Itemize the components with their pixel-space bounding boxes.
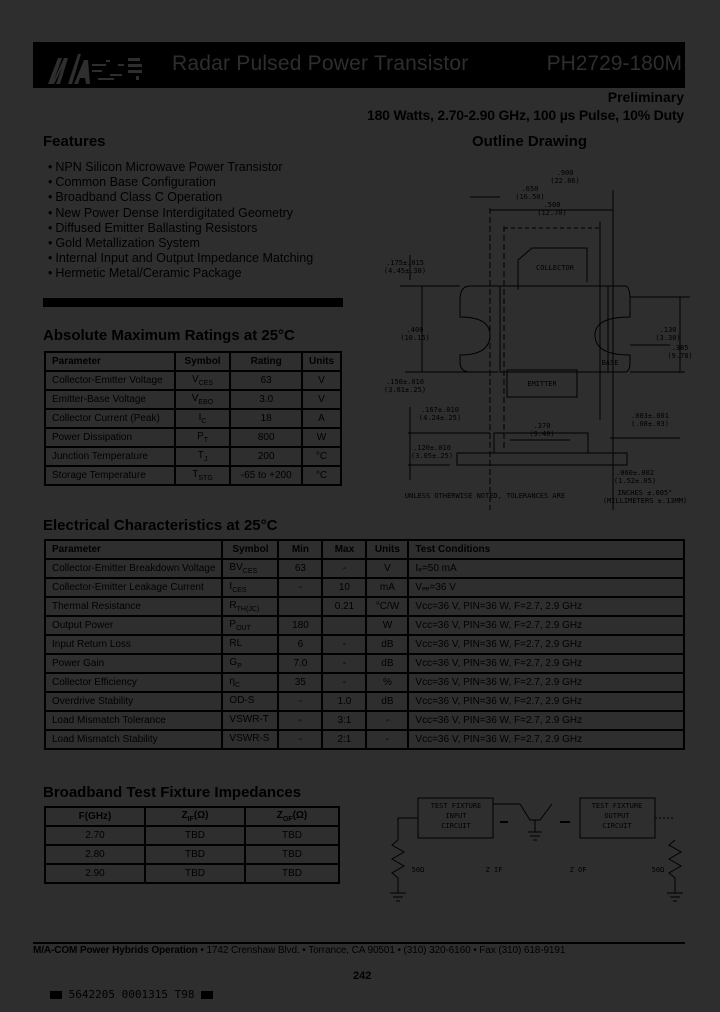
document-title: Radar Pulsed Power Transistor [172,52,469,75]
electrical-table [44,539,685,750]
dim-900: .900 [556,169,574,177]
cell-parameter: Collector-Emitter Breakdown Voltage [45,559,222,578]
cell-symbol: VSWR-S [222,730,278,749]
cell-frequency: 2.80 [45,845,145,864]
barcode-row [50,988,213,1001]
cell-max: 3:1 [322,711,366,730]
base-label: BASE [601,359,619,367]
table-row [45,616,684,635]
cell-conditions: Vcc=36 V, PIN=36 W, F=2.7, 2.9 GHz [408,711,684,730]
cell-min: 63 [278,559,322,578]
cell-min: - [278,730,322,749]
cell-max [322,616,366,635]
dim-650: .650 [521,185,539,193]
cell-parameter: Collector-Emitter Leakage Current [45,578,222,597]
part-number: PH2729-180M [546,52,682,75]
input-box-line2: INPUT [445,812,467,820]
cell-symbol: $I_{CES}$ [222,578,278,597]
col-max: Max [322,540,366,559]
cell-parameter: Emitter-Base Voltage [45,390,175,409]
dim-385-mm: (9.78) [667,352,693,360]
cell-parameter: Load Mismatch Stability [45,730,222,749]
dim-175-mm: (4.45±.38) [383,267,427,275]
zif-label: Z IF [485,866,503,874]
cell-zof: TBD [245,845,339,864]
abs-max-table [44,351,342,486]
dim-370: .370 [533,422,551,430]
cell-symbol: $\eta_C$ [222,673,278,692]
cell-conditions: Vcc=36 V, PIN=36 W, F=2.7, 2.9 GHz [408,730,684,749]
feature-item: • Gold Metallization System [48,236,313,251]
status-label: Preliminary [607,89,684,105]
cell-zof: TBD [245,826,339,845]
feature-item: • New Power Dense Interdigitated Geometry [48,206,313,221]
feature-item: • Internal Input and Output Impedance Matching [48,251,313,266]
cell-units: % [366,673,408,692]
cell-max: - [322,673,366,692]
cell-parameter: Overdrive Stability [45,692,222,711]
table-header-row [45,352,341,371]
cell-units: dB [366,635,408,654]
cell-zif: TBD [145,864,245,883]
input-box-line3: CIRCUIT [441,822,471,830]
test-fixture-circuit [380,790,700,910]
footer-address [33,945,565,956]
table-row [45,692,684,711]
broadband-table [44,806,340,884]
table-row [45,390,341,409]
features-heading: Features [43,133,106,150]
dim-130-mm: (3.30) [655,334,681,342]
broadband-heading: Broadband Test Fixture Impedances [43,784,302,801]
col-units: Units [302,352,341,371]
page-number: 242 [353,970,372,982]
cell-min: - [278,711,322,730]
cell-units: - [366,730,408,749]
cell-rating: 800 [230,428,302,447]
table-row [45,578,684,597]
cell-units: - [366,711,408,730]
feature-item: • Broadband Class C Operation [48,190,313,205]
cell-conditions: Vcc=36 V, PIN=36 W, F=2.7, 2.9 GHz [408,673,684,692]
dim-167-mm: (4.24±.25) [418,414,462,422]
cell-parameter: Power Gain [45,654,222,673]
cell-parameter: Output Power [45,616,222,635]
cell-rating: 3.0 [230,390,302,409]
cell-units: V [302,390,341,409]
cell-parameter: Input Return Loss [45,635,222,654]
table-row [45,654,684,673]
cell-symbol: OD-S [222,692,278,711]
output-box-line2: OUTPUT [604,812,630,820]
collector-label: COLLECTOR [536,264,574,272]
cell-min [278,597,322,616]
cell-parameter: Storage Temperature [45,466,175,485]
cell-symbol: $R_{TH(JC)}$ [222,597,278,616]
zof-label: Z OF [569,866,587,874]
input-box-line1: TEST FIXTURE [430,802,482,810]
col-min: Min [278,540,322,559]
cell-conditions: Vcc=36 V, PIN=36 W, F=2.7, 2.9 GHz [408,616,684,635]
feature-item: • NPN Silicon Microwave Power Transistor [48,160,313,175]
barcode-text: 5642205 0001315 T98 [68,988,195,1001]
cell-units: dB [366,654,408,673]
table-row [45,428,341,447]
cell-max: 0.21 [322,597,366,616]
table-row [45,447,341,466]
table-row [45,597,684,616]
cell-symbol: $T_{STG}$ [175,466,231,485]
cell-symbol: $P_T$ [175,428,231,447]
electrical-heading: Electrical Characteristics at 25°C [43,517,278,534]
cell-max: 10 [322,578,366,597]
cell-symbol: $P_{OUT}$ [222,616,278,635]
cell-min: 180 [278,616,322,635]
cell-min: 35 [278,673,322,692]
outline-heading: Outline Drawing [472,133,588,150]
cell-max: - [322,559,366,578]
cell-frequency: 2.70 [45,826,145,845]
table-header-row [45,540,684,559]
cell-symbol: $V_{EBO}$ [175,390,231,409]
feature-item: • Diffused Emitter Ballasting Resistors [48,221,313,236]
col-zif: $Z_{IF}(\Omega)$ [145,807,245,826]
cell-conditions: Vcc=36 V, PIN=36 W, F=2.7, 2.9 GHz [408,692,684,711]
dim-500-mm: (12.70) [537,209,567,217]
cell-frequency: 2.90 [45,864,145,883]
cell-symbol: $T_J$ [175,447,231,466]
dim-167: .167±.010 [421,406,459,414]
feature-item: • Hermetic Metal/Ceramic Package [48,266,313,281]
cell-units: V [366,559,408,578]
tolerance-note: UNLESS OTHERWISE NOTED, TOLERANCES ARE [404,492,566,500]
cell-symbol: $BV_{CES}$ [222,559,278,578]
table-row [45,673,684,692]
dim-003: .003±.001 [631,412,669,420]
cell-min: - [278,692,322,711]
col-symbol: Symbol [175,352,231,371]
col-units: Units [366,540,408,559]
cell-max: 2:1 [322,730,366,749]
cell-conditions: Vcc=36 V, PIN=36 W, F=2.7, 2.9 GHz [408,654,684,673]
footer-company: M/A-COM Power Hybrids Operation [33,945,198,956]
dim-370-mm: (9.40) [529,430,555,438]
table-row [45,730,684,749]
cell-symbol: VSWR-T [222,711,278,730]
cell-parameter: Collector Current (Peak) [45,409,175,428]
table-header-row [45,807,339,826]
dim-175: .175±.015 [386,259,424,267]
cell-zif: TBD [145,845,245,864]
col-parameter: Parameter [45,352,175,371]
section-divider [43,298,343,307]
barcode-block-icon [201,991,213,999]
cell-rating: -65 to +200 [230,466,302,485]
output-box-line3: CIRCUIT [602,822,632,830]
dim-120: .120±.010 [413,444,451,452]
tolerance-mm: (MILLIMETERS ±.13MM) [602,497,688,505]
macom-logo-icon [44,50,164,86]
cell-conditions: Iₑ=50 mA [408,559,684,578]
cell-min: 6 [278,635,322,654]
cell-rating: 200 [230,447,302,466]
table-row [45,711,684,730]
cell-units: °C [302,466,341,485]
dim-900-mm: (22.86) [550,177,580,185]
col-parameter: Parameter [45,540,222,559]
cell-conditions: Vcc=36 V, PIN=36 W, F=2.7, 2.9 GHz [408,597,684,616]
footer-contact: • 1742 Crenshaw Blvd. • Torrance, CA 90501 • (310) 320-6160 • Fax (310) 618-9191 [200,945,566,956]
footer-rule [33,942,685,944]
cell-units: mA [366,578,408,597]
table-row [45,559,684,578]
dim-400-mm: (10.16) [400,334,430,342]
dim-130: .130 [659,326,677,334]
cell-parameter: Collector Efficiency [45,673,222,692]
dim-060: .060±.002 [616,469,654,477]
cell-max: - [322,654,366,673]
table-row [45,864,339,883]
dim-650-mm: (16.50) [515,193,545,201]
outline-drawing [380,150,700,510]
cell-units: °C [302,447,341,466]
cell-parameter: Collector-Emitter Voltage [45,371,175,390]
dim-400: .400 [406,326,424,334]
cell-min: - [278,578,322,597]
cell-units: V [302,371,341,390]
cell-units: W [302,428,341,447]
table-row [45,826,339,845]
cell-units: A [302,409,341,428]
dim-385: .385 [671,344,689,352]
abs-max-heading: Absolute Maximum Ratings at 25°C [43,327,295,344]
features-list [48,160,313,282]
col-zof: $Z_{OF}(\Omega)$ [245,807,339,826]
feature-item: • Common Base Configuration [48,175,313,190]
barcode-block-icon [50,991,62,999]
cell-units: °C/W [366,597,408,616]
col-symbol: Symbol [222,540,278,559]
cell-rating: 18 [230,409,302,428]
cell-parameter: Load Mismatch Tolerance [45,711,222,730]
cell-max: - [322,635,366,654]
table-row [45,466,341,485]
dim-500: .500 [543,201,561,209]
subtitle: 180 Watts, 2.70-2.90 GHz, 100 µs Pulse, 10% Duty [367,107,684,123]
dim-003-mm: (.08±.03) [631,420,669,428]
cell-min: 7.0 [278,654,322,673]
dim-120-mm: (3.05±.25) [410,452,454,460]
table-row [45,845,339,864]
cell-zif: TBD [145,826,245,845]
r-out-label: 50Ω [651,866,665,874]
cell-max: 1.0 [322,692,366,711]
table-row [45,635,684,654]
cell-zof: TBD [245,864,339,883]
cell-symbol: $I_C$ [175,409,231,428]
col-test-conditions: Test Conditions [408,540,684,559]
cell-parameter: Thermal Resistance [45,597,222,616]
output-box-line1: TEST FIXTURE [591,802,643,810]
r-in-label: 50Ω [411,866,425,874]
table-row [45,371,341,390]
cell-units: W [366,616,408,635]
cell-symbol: $V_{CES}$ [175,371,231,390]
col-frequency: F(GHz) [45,807,145,826]
dim-150-mm: (3.81±.25) [383,386,427,394]
emitter-label: EMITTER [527,380,557,388]
cell-units: dB [366,692,408,711]
cell-parameter: Junction Temperature [45,447,175,466]
cell-symbol: RL [222,635,278,654]
cell-parameter: Power Dissipation [45,428,175,447]
cell-conditions: Vcc=36 V, PIN=36 W, F=2.7, 2.9 GHz [408,635,684,654]
dim-060-mm: (1.52±.05) [613,477,657,485]
col-rating: Rating [230,352,302,371]
table-row [45,409,341,428]
tolerance-inches: INCHES ±.005" [617,489,673,497]
cell-rating: 63 [230,371,302,390]
dim-150: .150±.010 [386,378,424,386]
cell-symbol: $G_P$ [222,654,278,673]
cell-conditions: Vₑₑ=36 V [408,578,684,597]
